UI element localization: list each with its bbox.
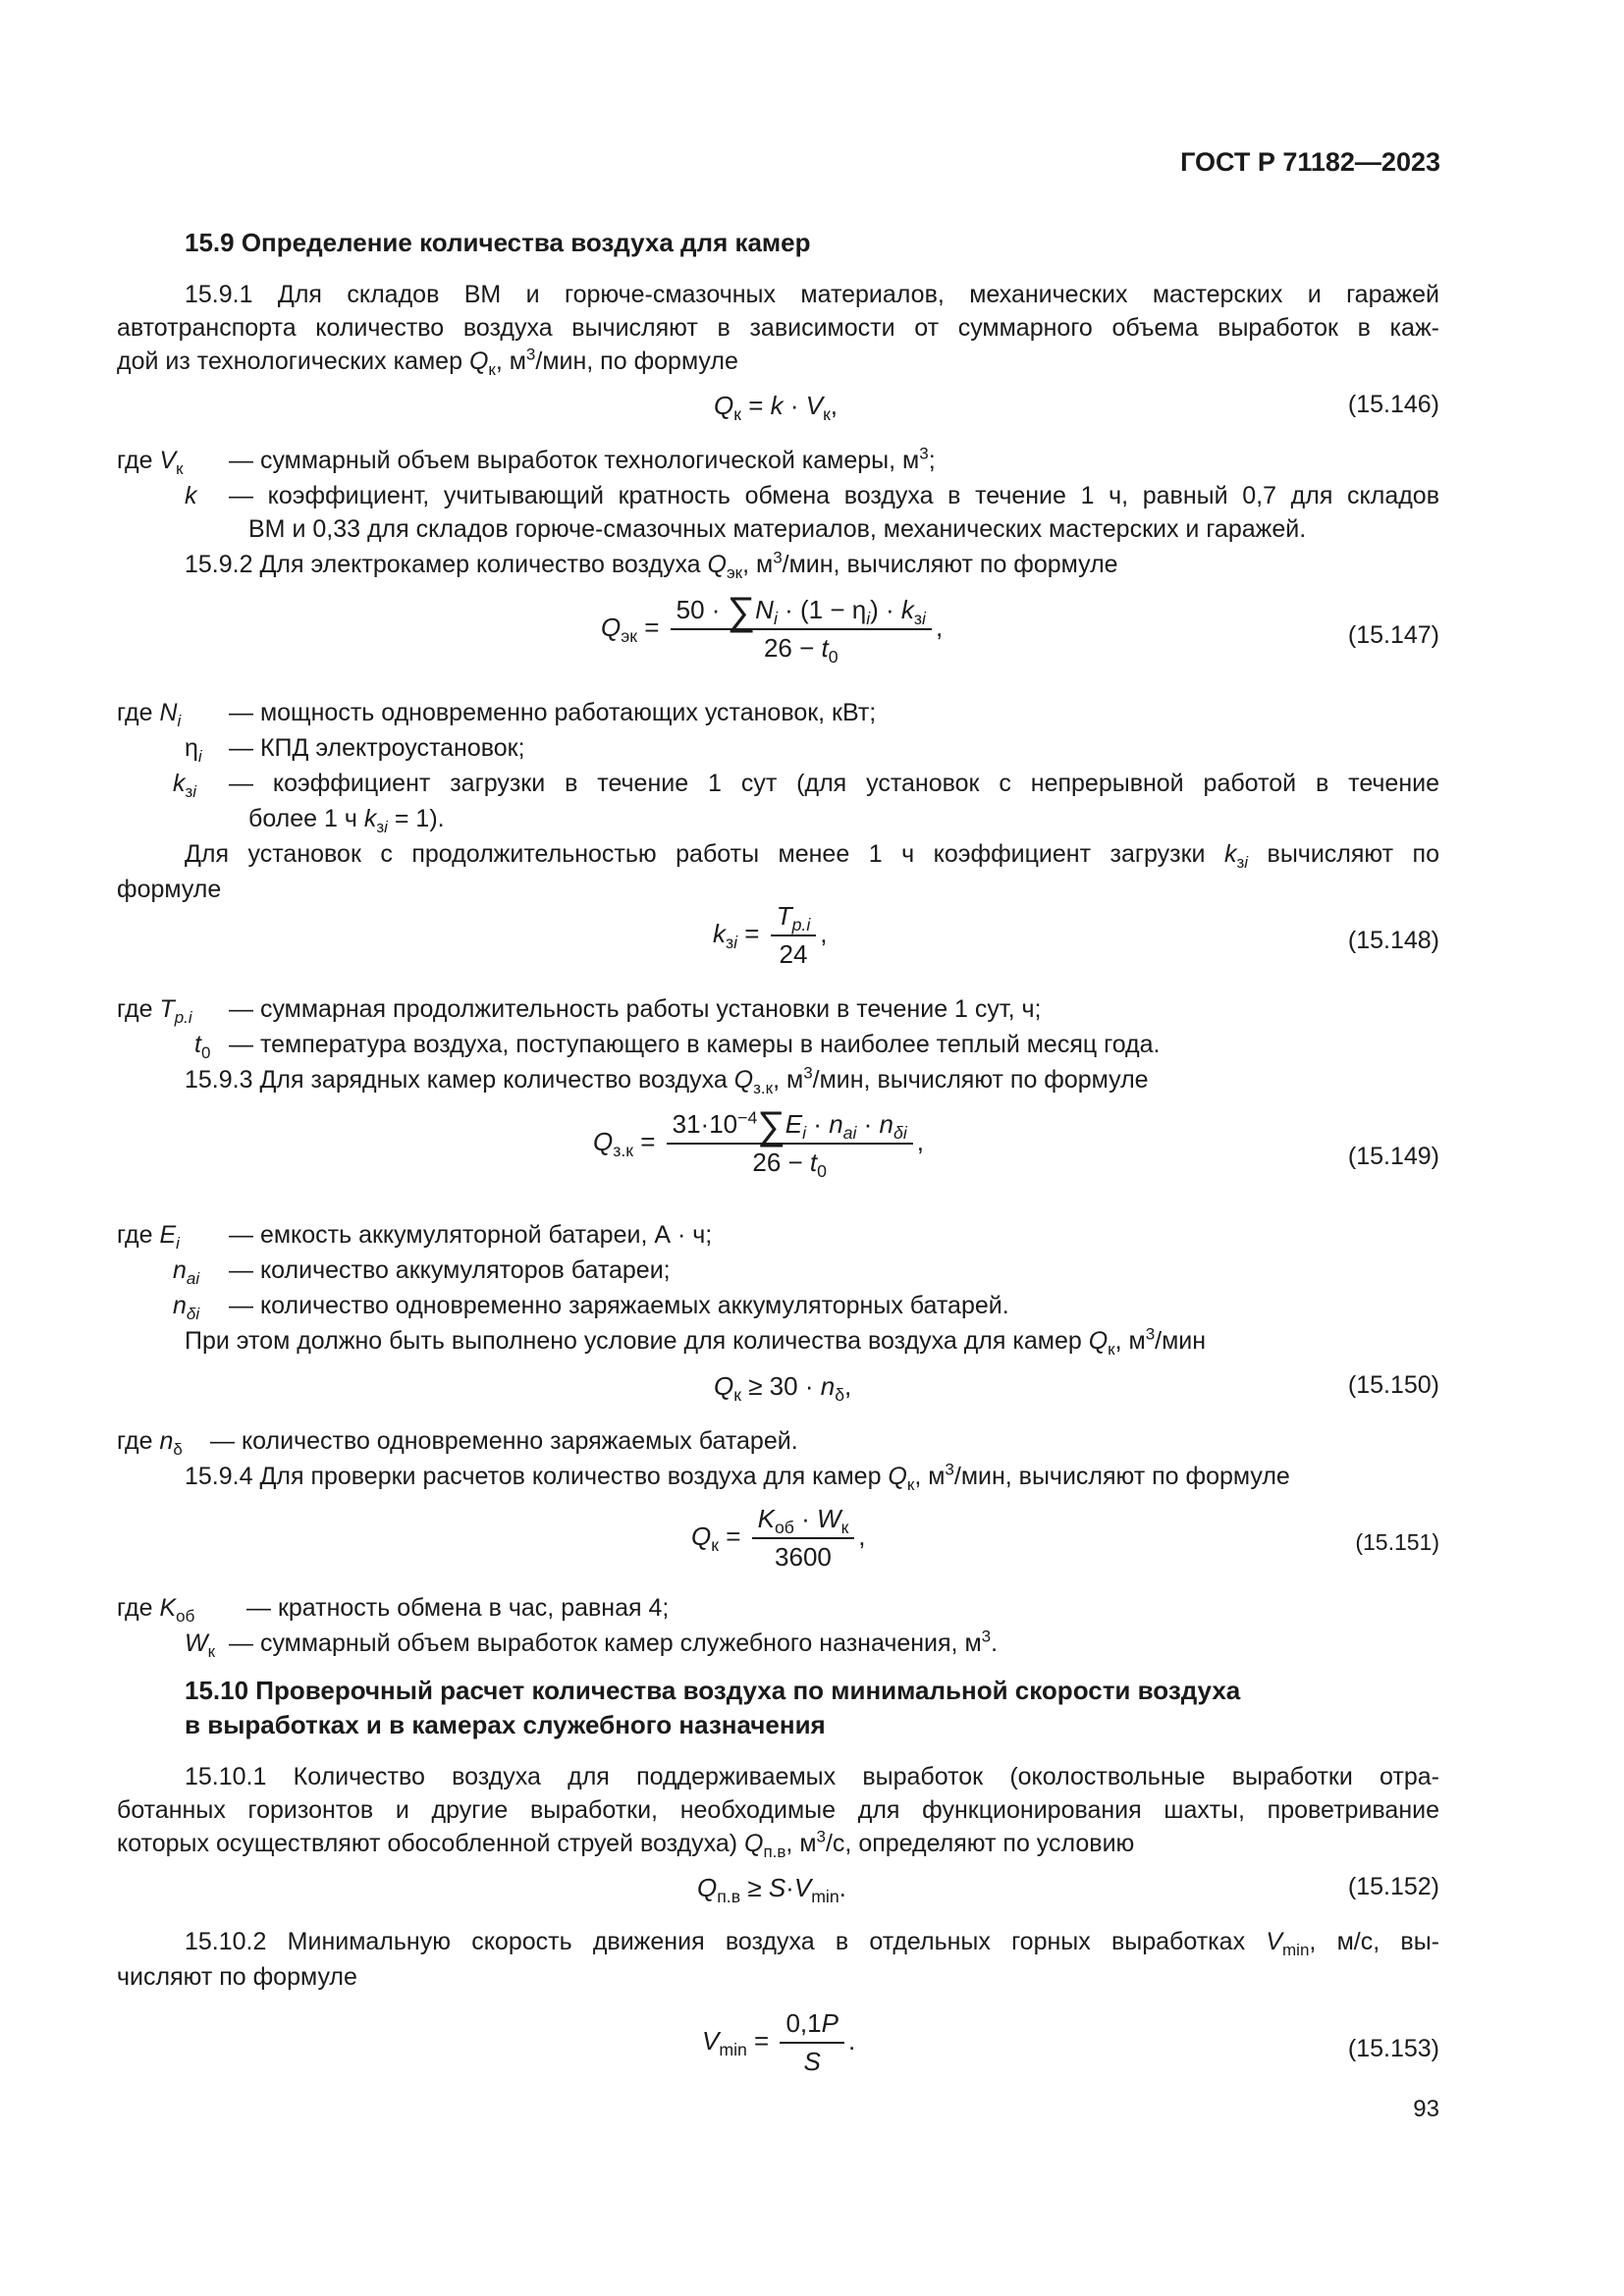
where-term: $\eta_i$ (185, 734, 202, 766)
formula-15-151: $Q_к$ = $\frac{K_{об} \cdot W_к}{3600}$ , (691, 1504, 866, 1572)
equation-number: (15.150) (1347, 1371, 1439, 1399)
formula-15-150: $Q_к \ge 30 \cdot n_\delta$, (714, 1371, 852, 1406)
paragraph-line: формуле (117, 876, 222, 903)
formula-15-153: $V_{min}$ = $\frac{0,1P}{S}$ . (702, 2008, 856, 2076)
where-description: — суммарный объем выработок камер служебного назначения, $м^3$. (229, 1627, 999, 1657)
paragraph-line: 15.9.1 Для складов ВМ и горюче-смазочных материалов, механических мастерских и гаражей (185, 281, 1439, 308)
where-description: — коэффициент загрузки в течение 1 сут (для установок с непрерывной работой в течение (229, 770, 1439, 797)
section-heading-15-9: 15.9 Определение количества воздуха для камер (185, 228, 811, 257)
where-description: — температура воздуха, поступающего в камеры в наиболее теплый месяц года. (229, 1031, 1161, 1058)
where-term: $t_0$ (194, 1031, 211, 1062)
equation-number: (15.153) (1347, 2035, 1439, 2062)
where-description: — количество аккумуляторов батареи; (229, 1256, 671, 1284)
formula-15-148: $k_{зi}$ = $\frac{T_{p.i}}{24}$ , (713, 901, 828, 969)
where-description: — количество одновременно заряжаемых батарей. (210, 1427, 798, 1455)
equation-number: (15.148) (1347, 927, 1439, 954)
where-term: где $T_{p.i}$ (117, 995, 192, 1027)
section-heading-15-10: 15.10 Проверочный расчет количества воздуха по минимальной скорости воздуха (185, 1676, 1241, 1705)
formula-15-152: $Q_{п.в} \ge S\cdot V_{min}$. (697, 1873, 846, 1907)
formula-15-146: $Q_к = k \cdot V_к$, (714, 391, 839, 425)
formula-15-149: $Q_{з.к}$ = $\frac{31\cdot 10^{-4}\sum E_i \cdot n_{ai} \cdot n_{\delta i}}{26 - t_0}$ , (593, 1104, 924, 1182)
where-term: где $K_{об}$ (117, 1594, 195, 1626)
paragraph-line: Для установок с продолжительностью работы менее 1 ч коэффициент загрузки $k_{зi}$ вычисляют по (185, 840, 1439, 872)
where-term: где $n_\delta$ (117, 1427, 183, 1459)
where-description: — емкость аккумуляторной батареи, А · ч; (229, 1221, 713, 1249)
paragraph-line: 15.10.2 Минимальную скорость движения воздуха в отдельных горных выработках $V_{min}$, м/с, вы- (185, 1928, 1439, 1959)
equation-number: (15.149) (1347, 1143, 1439, 1170)
where-description: — кратность обмена в час, равная 4; (246, 1594, 670, 1622)
equation-number: (15.152) (1347, 1873, 1439, 1900)
where-term: где $N_i$ (117, 699, 182, 730)
where-term: $n_{\delta i}$ (173, 1292, 200, 1323)
paragraph-line: 15.9.3 Для зарядных камер количество воздуха $Q_{з.к}$, $м^3$/мин, вычисляют по формуле (185, 1063, 1149, 1097)
standard-designation: ГОСТ Р 71182—2023 (1180, 147, 1440, 177)
where-description: — количество одновременно заряжаемых аккумуляторных батарей. (229, 1292, 1009, 1319)
equation-number: (15.147) (1347, 621, 1439, 649)
page-number: 93 (1413, 2096, 1439, 2122)
paragraph-line: 15.10.1 Количество воздуха для поддерживаемых выработок (околоствольные выработки отра- (185, 1763, 1439, 1790)
section-heading-15-10-cont: в выработках и в камерах служебного назначения (185, 1710, 826, 1739)
where-term: $k_{зi}$ (173, 770, 197, 801)
where-term: где $V_к$ (117, 447, 184, 478)
where-description: — суммарный объем выработок технологической камеры, $м^3$; (229, 444, 936, 474)
where-term: $W_к$ (185, 1629, 216, 1661)
where-term: k (185, 482, 197, 509)
where-description: — мощность одновременно работающих установок, кВт; (229, 699, 877, 726)
where-description: ВМ и 0,33 для складов горюче-смазочных материалов, механических мастерских и гаражей. (248, 515, 1307, 543)
equation-number: (15.151) (1355, 1529, 1439, 1555)
where-description: — суммарная продолжительность работы установки в течение 1 сут, ч; (229, 995, 1042, 1023)
paragraph-line: 15.9.2 Для электрокамер количество воздуха $Q_{эк}$, $м^3$/мин, вычисляют по формуле (185, 548, 1118, 582)
where-term: где $E_i$ (117, 1221, 180, 1253)
where-description: более 1 ч $k_{зi} = 1$). (248, 805, 445, 836)
paragraph-line: числяют по формуле (117, 1963, 357, 1991)
where-term: $n_{ai}$ (173, 1256, 200, 1288)
formula-15-147: $Q_{эк}$ = $\frac{50 \cdot \sum N_i \cdot (1 - \eta_i) \cdot k_{зi}}{26 - t_0}$ , (601, 590, 944, 667)
equation-number: (15.146) (1347, 391, 1439, 418)
paragraph-line: автотранспорта количество воздуха вычисляют в зависимости от суммарного объема выработок в каж- (117, 314, 1439, 342)
where-description: — коэффициент, учитывающий кратность обмена воздуха в течение 1 ч, равный 0,7 для складов (229, 482, 1439, 509)
paragraph-line: При этом должно быть выполнено условие для количества воздуха для камер $Q_к$, $м^3$/мин (185, 1324, 1207, 1359)
paragraph-line: 15.9.4 Для проверки расчетов количество воздуха для камер $Q_к$, $м^3$/мин, вычисляют по формуле (185, 1460, 1290, 1494)
paragraph-line: дой из технологических камер $Q_к$, $м^3$/мин, по формуле (117, 345, 738, 379)
where-description: — КПД электроустановок; (229, 734, 525, 762)
paragraph-line: ботанных горизонтов и другие выработки, необходимые для функционирования шахты, проветривание (117, 1796, 1439, 1824)
paragraph-line: которых осуществляют обособленной струей воздуха) $Q_{п.в}$, $м^3/с$, определяют по условию (117, 1827, 1135, 1861)
